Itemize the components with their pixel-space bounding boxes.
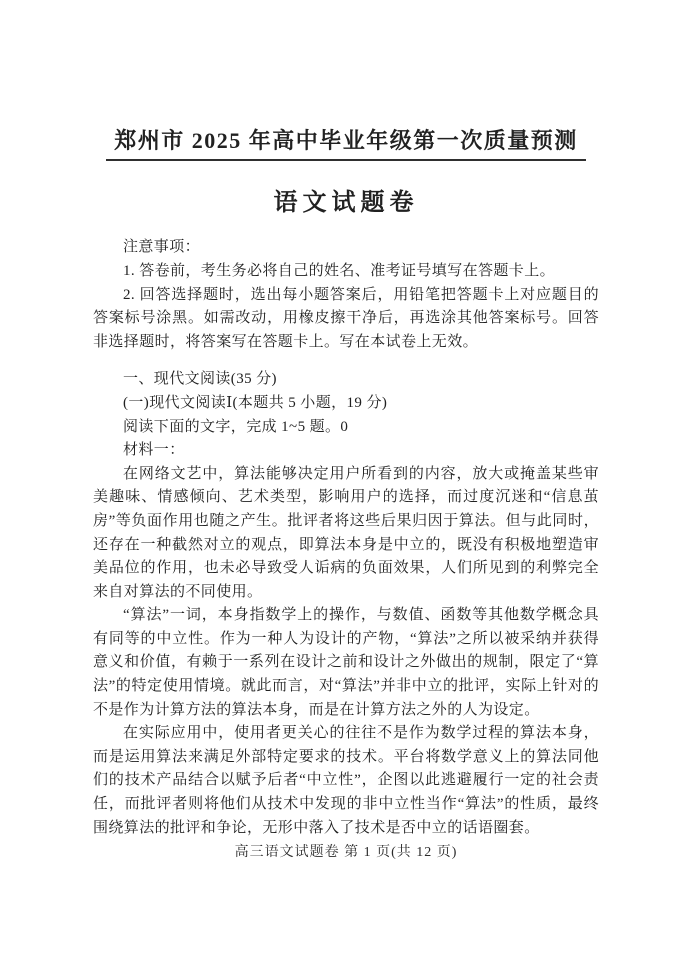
paper-header [0,0,692,217]
notice-section [93,236,599,354]
reading-section [93,368,599,840]
page-title [0,128,692,161]
page-subtitle: 语文试题卷 [273,190,419,217]
section-heading: 一、现代文阅读(35 分) [123,371,277,388]
material-label: 材料一： [123,442,185,459]
body-paragraph: 在网络文艺中，算法能够决定用户所看到的内容，放大或掩盖某些审美趣味、情感倾向、艺术类型，影响用户的选择，而过度沉迷和“信息茧房”等负面作用也随之产生。批评者将这些后果归因于算法。但与此同时，还存在一种截然对立的观点，即算法本身是中立的，既没有积极地塑造审美品位的作用，也未必导致受人诟病的负面效果，人们所见到的利弊完全来自对算法的不同使用。 [93,465,599,600]
body-paragraph: “算法”一词，本身指数学上的操作，与数值、函数等其他数学概念具有同等的中立性。作为一种人为设计的产物，“算法”之所以被采纳并获得意义和价值，有赖于一系列在设计之前和设计之外做出的规制，限定了“算法”的特定使用情境。就此而言，对“算法”并非中立的批评，实际上针对的不是作为计算方法的算法本身，而是在计算方法之外的人为设定。 [93,607,599,718]
page-title-text: 郑州市 2025 年高中毕业年级第一次质量预测 [106,128,586,161]
page-footer: 高三语文试题卷 第 1 页(共 12 页) [234,845,458,861]
body-paragraph: 在实际应用中，使用者更关心的往往不是作为数学过程的算法本身，而是运用算法来满足外部特定要求的技术。平台将数学意义上的算法同他们的技术产品结合以赋予后者“中立性”，企图以此逃避履行一定的社会责任，而批评者则将他们从技术中发现的非中立性当作“算法”的性质，最终围绕算法的批评和争论，无形中落入了技术是否中立的话语圈套。 [93,725,599,836]
notice-heading: 注意事项： [123,239,201,256]
notice-item-1: 1. 答卷前，考生务必将自己的姓名、准考证号填写在答题卡上。 [123,262,556,279]
section-subheading: (一)现代文阅读Ⅰ(本题共 5 小题，19 分) [123,394,388,411]
notice-item-2: 2. 回答选择题时，选出每小题答案后，用铅笔把答题卡上对应题目的答案标号涂黑。如需改动，用橡皮擦干净后，再选涂其他答案标号。回答非选择题时，将答案写在答题卡上。写在本试卷上无效。 [93,286,599,350]
reading-instruction: 阅读下面的文字，完成 1~5 题。0 [123,418,349,435]
